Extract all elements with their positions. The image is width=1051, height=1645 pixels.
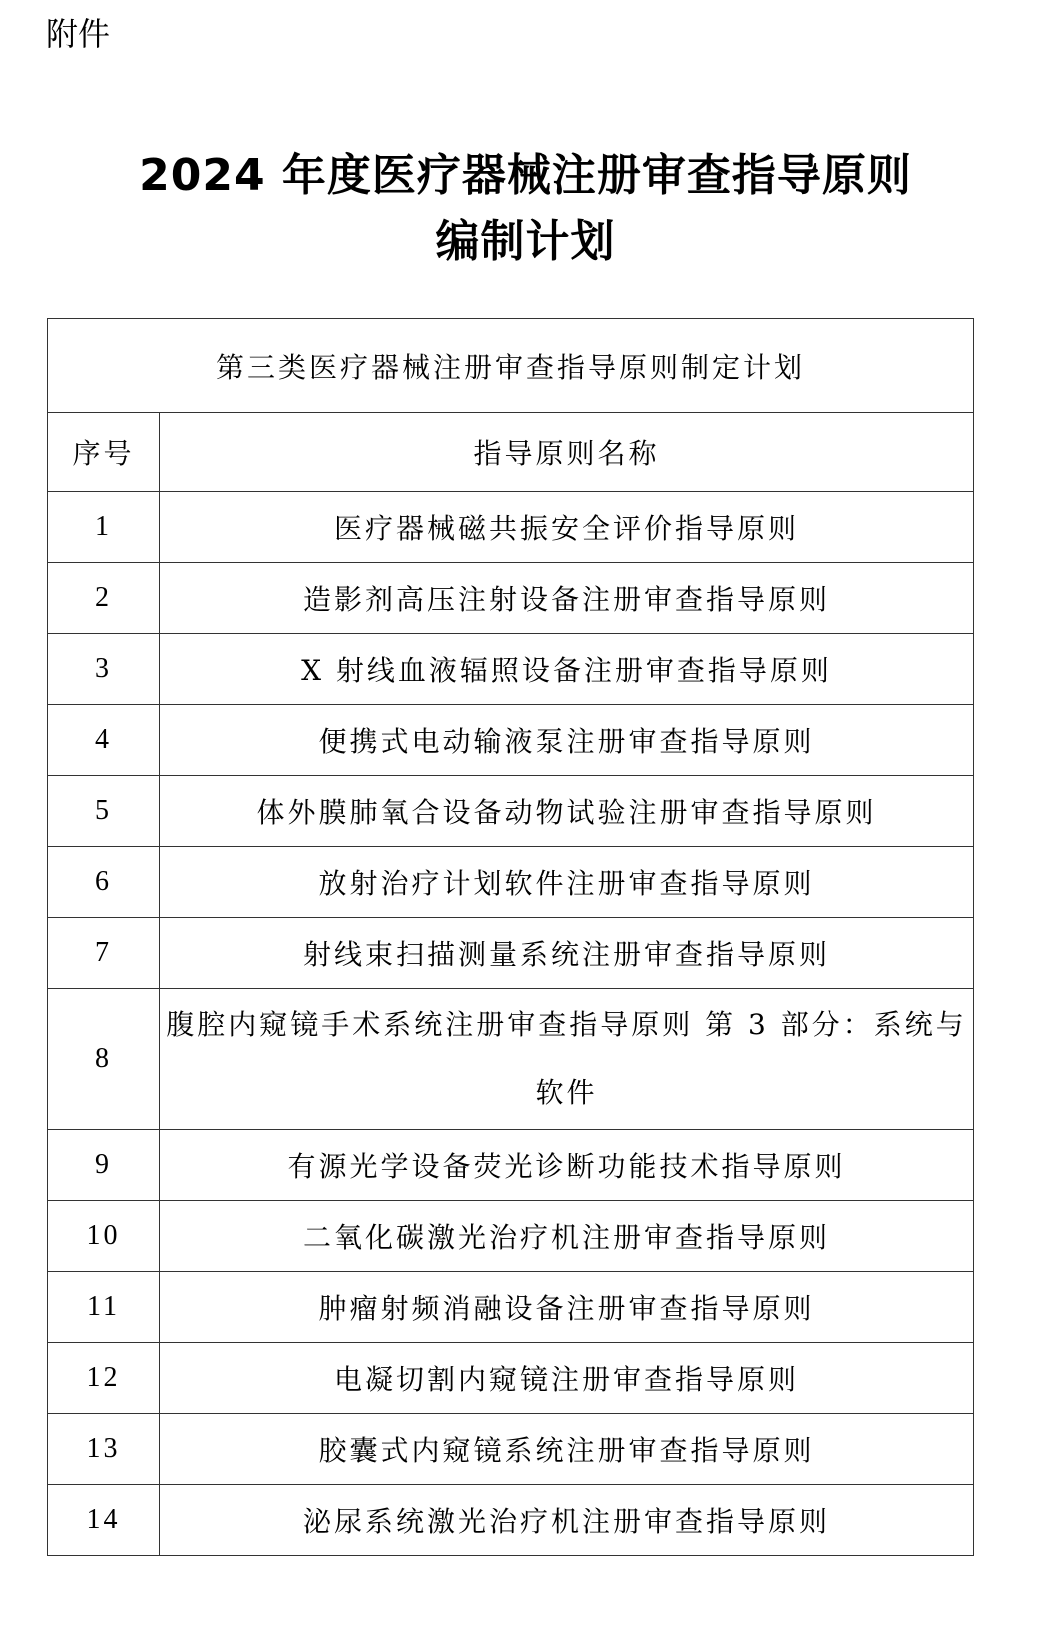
row-number: 4 (48, 705, 160, 776)
column-header-name: 指导原则名称 (160, 413, 974, 492)
column-header-number: 序号 (48, 413, 160, 492)
plan-table (47, 318, 974, 1556)
row-number: 6 (48, 847, 160, 918)
table-row (48, 1272, 974, 1343)
row-number: 1 (48, 492, 160, 563)
table-caption-row (48, 319, 974, 413)
guideline-name: 二氧化碳激光治疗机注册审查指导原则 (160, 1201, 974, 1272)
table-row (48, 1485, 974, 1556)
table-row (48, 776, 974, 847)
table-row (48, 989, 974, 1130)
row-number: 9 (48, 1130, 160, 1201)
row-number: 3 (48, 634, 160, 705)
table-row (48, 1343, 974, 1414)
guideline-name: 体外膜肺氧合设备动物试验注册审查指导原则 (160, 776, 974, 847)
table-row (48, 563, 974, 634)
row-number: 12 (48, 1343, 160, 1414)
table-header-row (48, 413, 974, 492)
guideline-name: 泌尿系统激光治疗机注册审查指导原则 (160, 1485, 974, 1556)
document-title-line-2: 编制计划 (435, 216, 616, 267)
guideline-name: X 射线血液辐照设备注册审查指导原则 (160, 634, 974, 705)
table-row (48, 1130, 974, 1201)
table-row (48, 492, 974, 563)
guideline-name: 射线束扫描测量系统注册审查指导原则 (160, 918, 974, 989)
guideline-name: 有源光学设备荧光诊断功能技术指导原则 (160, 1130, 974, 1201)
row-number: 11 (48, 1272, 160, 1343)
row-number: 14 (48, 1485, 160, 1556)
row-number: 2 (48, 563, 160, 634)
row-number: 10 (48, 1201, 160, 1272)
guideline-name: 放射治疗计划软件注册审查指导原则 (160, 847, 974, 918)
table-row (48, 847, 974, 918)
guideline-name: 腹腔内窥镜手术系统注册审查指导原则 第 3 部分：系统与软件 (160, 989, 974, 1130)
row-number: 5 (48, 776, 160, 847)
guideline-name: 便携式电动输液泵注册审查指导原则 (160, 705, 974, 776)
row-number: 7 (48, 918, 160, 989)
guideline-name: 胶囊式内窥镜系统注册审查指导原则 (160, 1414, 974, 1485)
guideline-name: 电凝切割内窥镜注册审查指导原则 (160, 1343, 974, 1414)
table-row (48, 634, 974, 705)
attachment-label: 附件 (46, 15, 111, 53)
row-number: 13 (48, 1414, 160, 1485)
table-row (48, 918, 974, 989)
guideline-name: 医疗器械磁共振安全评价指导原则 (160, 492, 974, 563)
table-caption: 第三类医疗器械注册审查指导原则制定计划 (48, 319, 974, 413)
document-title-line-1: 2024 年度医疗器械注册审查指导原则 (139, 150, 912, 201)
table-row (48, 705, 974, 776)
table-row (48, 1201, 974, 1272)
guideline-name: 造影剂高压注射设备注册审查指导原则 (160, 563, 974, 634)
guideline-name: 肿瘤射频消融设备注册审查指导原则 (160, 1272, 974, 1343)
row-number: 8 (48, 989, 160, 1130)
table-row (48, 1414, 974, 1485)
